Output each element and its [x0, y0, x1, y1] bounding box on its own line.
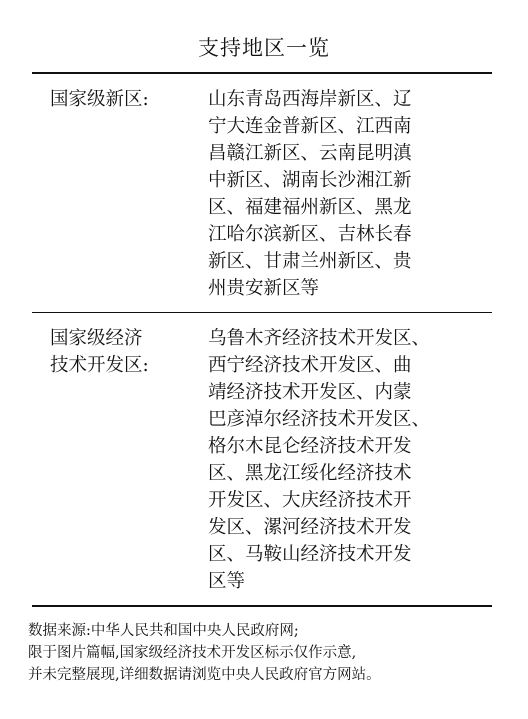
table-row-dev-zones — [32, 312, 492, 605]
content-line: 区、福建福州新区、黑龙 — [208, 197, 412, 218]
content-line: 新区、甘肃兰州新区、贵 — [208, 251, 412, 272]
note-line: 数据来源:中华人民共和国中央人民政府网; — [28, 623, 299, 639]
content-line: 区、马鞍山经济技术开发 — [208, 544, 412, 565]
row-content — [208, 86, 478, 302]
content-line: 开发区、大庆经济技术开 — [208, 490, 412, 511]
content-line: 西宁经济技术开发区、曲 — [208, 355, 412, 376]
content-line: 发区、漯河经济技术开发 — [208, 517, 412, 538]
row-content — [208, 325, 478, 595]
table-row-new-areas — [32, 74, 492, 312]
content-line: 山东青岛西海岸新区、辽 — [208, 89, 412, 110]
content-line: 巴彦淖尔经济技术开发区、 — [208, 409, 431, 430]
note-line: 并未完整展现,详细数据请浏览中央人民政府官方网站。 — [28, 667, 381, 683]
note-line: 限于图片篇幅,国家级经济技术开发区标示仅作示意, — [28, 645, 357, 661]
content-line: 区、黑龙江绥化经济技术 — [208, 463, 412, 484]
content-line: 江哈尔滨新区、吉林长春 — [208, 224, 412, 245]
content-line: 靖经济技术开发区、内蒙 — [208, 382, 412, 403]
region-table — [32, 72, 492, 607]
row-label-line: 技术开发区: — [50, 355, 149, 376]
row-label — [32, 86, 208, 302]
content-line: 宁大连金普新区、江西南 — [208, 116, 412, 137]
content-line: 中新区、湖南长沙湘江新 — [208, 170, 412, 191]
content-line: 格尔木昆仑经济技术开发 — [208, 436, 412, 457]
source-notes — [28, 620, 518, 686]
row-label — [32, 325, 208, 595]
content-line: 昌赣江新区、云南昆明滇 — [208, 143, 412, 164]
row-label-line: 国家级新区: — [50, 89, 149, 110]
page-title: 支持地区一览 — [198, 36, 330, 60]
content-line: 乌鲁木齐经济技术开发区、 — [208, 328, 431, 349]
content-line: 区等 — [208, 571, 246, 592]
row-label-line: 国家级经济 — [50, 328, 143, 349]
content-line: 州贵安新区等 — [208, 278, 320, 299]
